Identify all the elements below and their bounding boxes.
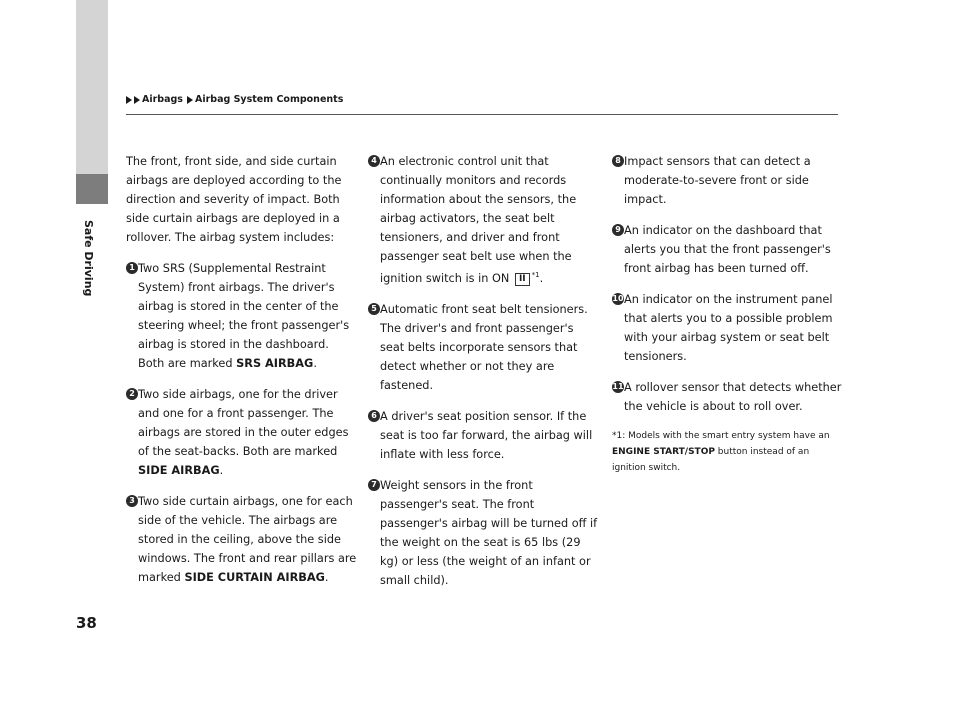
list-item	[368, 152, 600, 288]
number-badge-icon: 4	[368, 155, 380, 167]
list-item	[612, 378, 844, 416]
intro-paragraph: The front, front side, and side curtain airbags are deployed according to the direction and severity of impact. Both side curtain airbags are deployed in a rollover. The airbag system includes:	[126, 155, 342, 244]
item-label: SIDE CURTAIN AIRBAG	[184, 571, 325, 584]
breadcrumb-arrow-icon	[126, 96, 132, 104]
number-badge-icon: 2	[126, 388, 138, 400]
breadcrumb	[126, 94, 347, 105]
footnote-ref[interactable]: *1	[531, 271, 540, 279]
list-item	[612, 152, 844, 209]
item-text: Two SRS (Supplemental Restraint System) front airbags. The driver's airbag is stored in the center of the steering wheel; the front passenger's airbag is stored in the dashboard. Both are marked	[138, 262, 350, 370]
number-badge-icon: 11	[612, 382, 624, 391]
list-item	[612, 221, 844, 278]
column-2	[368, 152, 600, 602]
item-tail: .	[324, 571, 329, 584]
footnote-text: button instead of an ignition switch.	[612, 447, 810, 473]
list-item	[612, 290, 844, 366]
item-tail: .	[219, 464, 224, 477]
ignition-position-key: II	[515, 273, 530, 286]
number-badge-icon: 7	[368, 479, 380, 491]
breadcrumb-arrow-icon	[134, 96, 140, 104]
section-label: Safe Driving	[82, 220, 95, 297]
column-1	[126, 152, 358, 599]
list-item	[368, 476, 600, 590]
side-tab-marker	[76, 174, 108, 204]
page-number: 38	[76, 614, 97, 632]
list-item	[368, 407, 600, 464]
list-item	[126, 492, 358, 587]
number-badge-icon: 9	[612, 224, 624, 236]
item-text: An indicator on the instrument panel that alerts you to a possible problem with your airbag system or seat belt tensioners.	[624, 293, 833, 363]
list-item	[126, 385, 358, 480]
item-text: An indicator on the dashboard that alerts you that the front passenger's front airbag has been turned off.	[624, 224, 831, 275]
list-item	[126, 259, 358, 373]
item-text: Two side curtain airbags, one for each side of the vehicle. The airbags are stored in the ceiling, above the side windows. The front and rear pillars are marked	[138, 495, 357, 584]
breadcrumb-item[interactable]: Airbags	[142, 94, 183, 105]
header-rule	[126, 114, 838, 115]
column-3	[612, 152, 844, 476]
item-text: Two side airbags, one for the driver and one for a front passenger. The airbags are stored in the outer edges of the seat-backs. Both are marked	[138, 388, 349, 458]
number-badge-icon: 6	[368, 410, 380, 422]
item-text: Impact sensors that can detect a moderate-to-severe front or side impact.	[624, 155, 811, 206]
list-item	[368, 300, 600, 395]
footnote-text: *1: Models with the smart entry system have an	[612, 431, 830, 441]
number-badge-icon: 8	[612, 155, 624, 167]
number-badge-icon: 1	[126, 262, 138, 274]
number-badge-icon: 10	[612, 294, 624, 303]
footnote	[612, 428, 844, 476]
item-label: SRS AIRBAG	[236, 357, 314, 370]
item-tail: .	[539, 271, 544, 285]
item-tail: .	[313, 357, 317, 370]
item-text: An electronic control unit that continually monitors and records information about the sensors, the airbag activators, the seat belt tensioners, and driver and front passenger seat belt use when the ignition switch is in ON	[380, 155, 577, 285]
breadcrumb-item[interactable]: Airbag System Components	[194, 94, 344, 105]
item-label: SIDE AIRBAG	[138, 464, 220, 477]
item-text: A rollover sensor that detects whether the vehicle is about to roll over.	[624, 381, 842, 413]
number-badge-icon: 3	[126, 495, 138, 507]
footnote-label: ENGINE START/STOP	[612, 447, 715, 457]
number-badge-icon: 5	[368, 303, 380, 315]
item-text: Weight sensors in the front passenger's seat. The front passenger's airbag will be turned off if the weight on the seat is 65 lbs (29 kg) or less (the weight of an infant or small child).	[380, 478, 598, 587]
breadcrumb-arrow-icon	[187, 96, 193, 104]
item-text: Automatic front seat belt tensioners. The driver's and front passenger's seat belts incorporate sensors that detect whether or not they are fastened.	[380, 302, 588, 392]
item-text: A driver's seat position sensor. If the seat is too far forward, the airbag will inflate with less force.	[380, 409, 593, 461]
